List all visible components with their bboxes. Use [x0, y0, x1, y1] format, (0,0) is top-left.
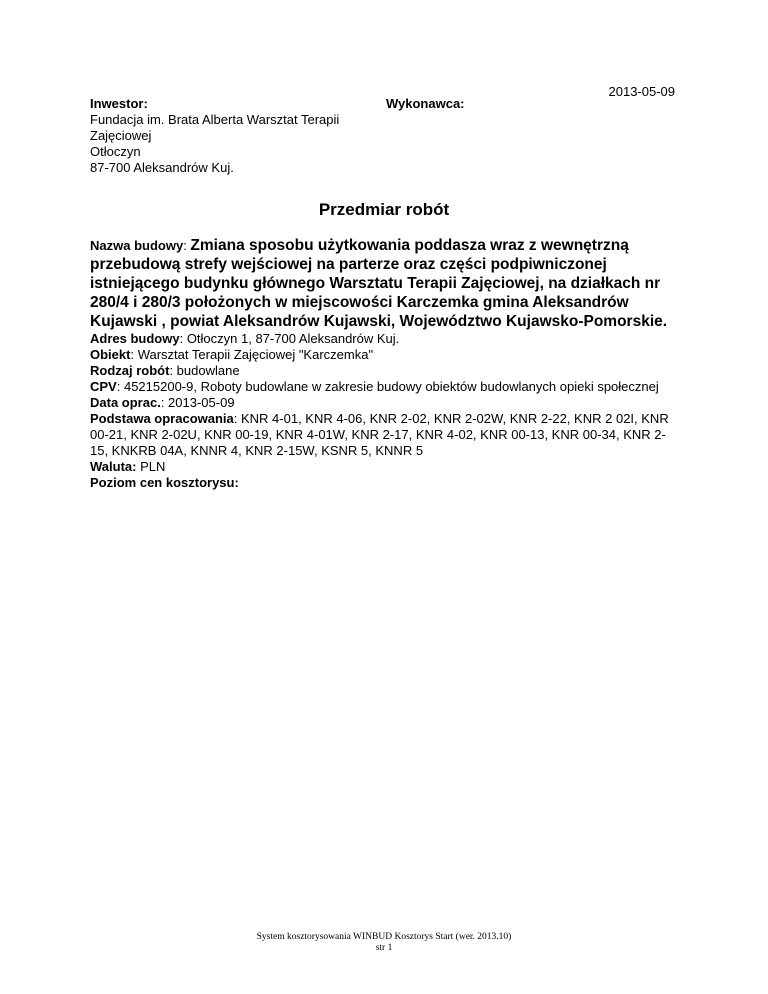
- date-label: Data oprac.: [90, 395, 161, 410]
- footer-page-number: str 1: [375, 943, 393, 953]
- address-row: Adres budowy: Otłoczyn 1, 87-700 Aleksandrów Kuj.: [90, 331, 400, 346]
- object-value: Warsztat Terapii Zajęciowej "Karczemka": [137, 347, 374, 362]
- currency-label: Waluta:: [90, 459, 137, 474]
- investor-line: 87-700 Aleksandrów Kuj.: [90, 160, 234, 175]
- details-block: [90, 236, 682, 491]
- page-footer: [0, 932, 768, 954]
- contractor-label: Wykonawca:: [386, 96, 465, 111]
- footer-system: System kosztorysowania WINBUD Kosztorys Start (wer. 2013.10): [256, 932, 512, 942]
- works-label: Rodzaj robót: [90, 363, 170, 378]
- works-value: budowlane: [176, 363, 240, 378]
- basis-label: Podstawa opracowania: [90, 411, 234, 426]
- currency-value: PLN: [140, 459, 166, 474]
- basis-row: Podstawa opracowania: KNR 4-01, KNR 4-06, KNR 2-02, KNR 2-02W, KNR 2-22, KNR 2 02I, KNR 00-21, KNR 2-02U, KNR 00-19, KNR 4-01W, KNR 2-17, KNR 4-02, KNR 00-13, KNR 00-34, KNR 2-15, KNKRB 04A, KNNR 4, KNR 2-15W, KSNR 5, KNNR 5: [90, 411, 669, 458]
- currency-row: [90, 459, 682, 475]
- address-value: Otłoczyn 1, 87-700 Aleksandrów Kuj.: [186, 331, 400, 346]
- investor-line: Otłoczyn: [90, 144, 141, 159]
- date-row: Data oprac.: 2013-05-09: [90, 395, 235, 410]
- investor-block: [90, 96, 380, 176]
- investor-label: Inwestor:: [90, 96, 148, 111]
- cpv-value: 45215200-9, Roboty budowlane w zakresie budowy obiektów budowlanych opieki społecznej: [123, 379, 659, 394]
- document-title: Przedmiar robót: [318, 200, 450, 219]
- price-level-label: Poziom cen kosztorysu:: [90, 475, 239, 490]
- price-level-row: [90, 475, 682, 491]
- document-date: 2013-05-09: [608, 84, 675, 99]
- basis-value: KNR 4-01, KNR 4-06, KNR 2-02, KNR 2-02W, KNR 2-22, KNR 2 02I, KNR 00-21, KNR 2-02U, KNR 00-19, KNR 4-01W, KNR 2-17, KNR 4-02, KNR 00-13, KNR 00-34, KNR 2-15, KNKRB 04A, KNNR 4, KNR 2-15W, KSNR 5, KNNR 5: [90, 411, 669, 458]
- works-row: Rodzaj robót: budowlane: [90, 363, 240, 378]
- cpv-label: CPV: [90, 379, 117, 394]
- object-row: Obiekt: Warsztat Terapii Zajęciowej "Karczemka": [90, 347, 374, 362]
- construction-name-value: Zmiana sposobu użytkowania poddasza wraz z wewnętrzną przebudową strefy wejściowej na parterze oraz części podpiwniczonej istniejącego budynku głównego Warsztatu Terapii Zajęciowej, na działkach nr 280/4 i 280/3 położonych w miejscowości Karczemka gmina Aleksandrów Kujawski , powiat Aleksandrów Kujawski, Województwo Kujawsko-Pomorskie.: [90, 237, 668, 330]
- construction-name-row: Nazwa budowy: Zmiana sposobu użytkowania poddasza wraz z wewnętrzną przebudową strefy wejściowej na parterze oraz części podpiwniczonej istniejącego budynku głównego Warsztatu Terapii Zajęciowej, na działkach nr 280/4 i 280/3 położonych w miejscowości Karczemka gmina Aleksandrów Kujawski , powiat Aleksandrów Kujawski, Województwo Kujawsko-Pomorskie.: [90, 237, 668, 330]
- object-label: Obiekt: [90, 347, 131, 362]
- construction-name-label: Nazwa budowy: [90, 238, 184, 253]
- cpv-row: CPV: 45215200-9, Roboty budowlane w zakresie budowy obiektów budowlanych opieki społecznej: [90, 379, 659, 394]
- date-value: 2013-05-09: [168, 395, 235, 410]
- investor-line: Fundacja im. Brata Alberta Warsztat Terapii Zajęciowej: [90, 112, 340, 143]
- address-label: Adres budowy: [90, 331, 180, 346]
